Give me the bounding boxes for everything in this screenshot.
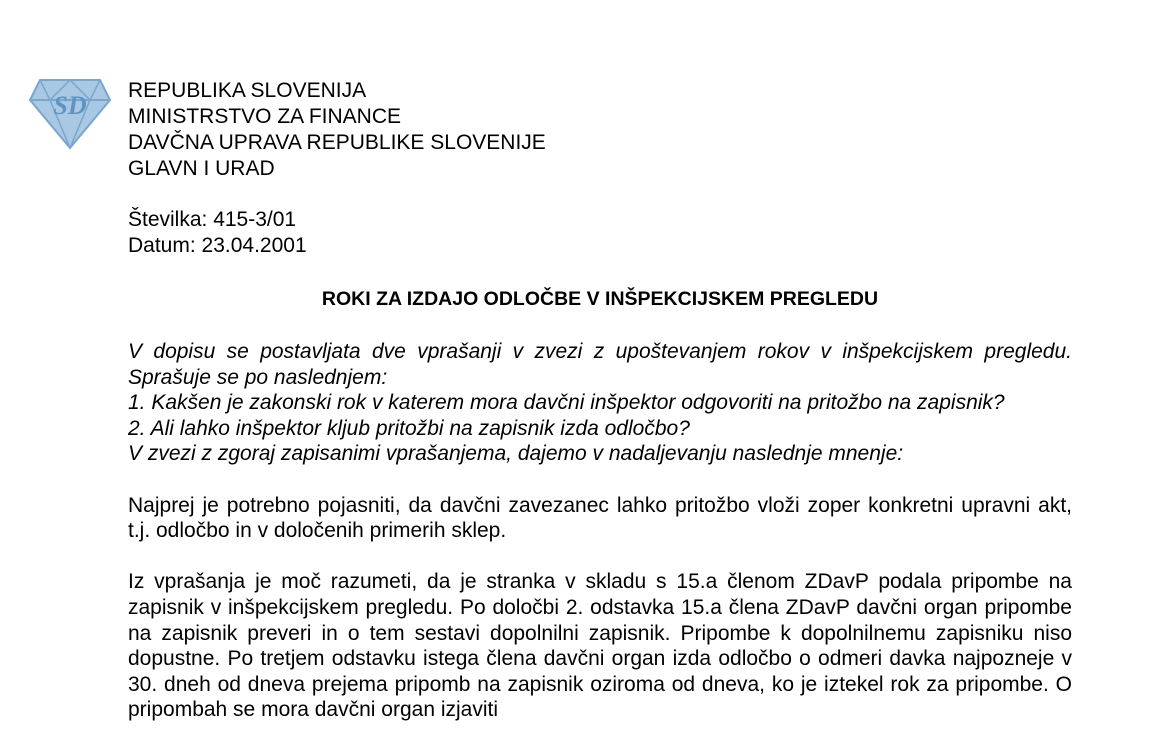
paragraph-2: Iz vprašanja je moč razumeti, da je stranka v skladu s 15.a členom ZDavP podala pripombe na zapisnik v inšpekcijskem pregledu. Po določbi 2. odstavka 15.a člena ZDavP davčni organ pripombe na zapisnik preveri in o tem sestavi dopolnilni zapisnik. Pripombe k dopolnilnemu zapisniku niso dopustne. Po tretjem odstavku istega člena davčni organ izda odločbo o odmeri davka najpozneje v 30. dneh od dneva prejema pripomb na zapisnik oziroma od dneva, ko je iztekel rok za pripombe. O pripombah se mora davčni organ izjaviti	[128, 570, 1072, 722]
paragraph-spacer	[128, 467, 1072, 493]
question-2: 2. Ali lahko inšpektor kljub pritožbi na zapisnik izda odločbo?	[128, 416, 690, 440]
question-intro: V dopisu se postavljata dve vprašanji v zvezi z upoštevanjem rokov v inšpekcijskem pregledu. Sprašuje se po naslednjem:	[128, 340, 1072, 389]
document-body	[128, 339, 1072, 723]
header-republic: REPUBLIKA SLOVENIJA	[128, 79, 367, 102]
question-1: 1. Kakšen je zakonski rok v katerem mora davčni inšpektor odgovoriti na pritožbo na zapisnik?	[128, 391, 1005, 415]
document-number: Številka: 415-3/01	[128, 208, 297, 231]
document-date: Datum: 23.04.2001	[128, 234, 307, 257]
paragraph-spacer	[128, 544, 1072, 570]
question-outro: V zvezi z zgoraj zapisanimi vprašanjema, dajemo v nadaljevanju naslednje mnenje:	[128, 442, 904, 466]
document-meta	[128, 207, 307, 259]
diamond-logo-icon	[28, 78, 112, 150]
document-title: ROKI ZA IZDAJO ODLOČBE V INŠPEKCIJSKEM PREGLEDU	[321, 288, 879, 310]
header-ministry: MINISTRSTVO ZA FINANCE	[128, 105, 402, 128]
paragraph-1: Najprej je potrebno pojasniti, da davčni zavezanec lahko pritožbo vloži zoper konkretni upravni akt, t.j. odločbo in v določenih primerih sklep.	[128, 493, 1072, 543]
institution-header	[128, 78, 546, 182]
logo-text: SD	[53, 91, 87, 120]
header-tax-administration: DAVČNA UPRAVA REPUBLIKE SLOVENIJE	[128, 131, 546, 154]
header-head-office: GLAVN I URAD	[128, 157, 275, 180]
sdurs-logo-icon	[28, 78, 112, 150]
